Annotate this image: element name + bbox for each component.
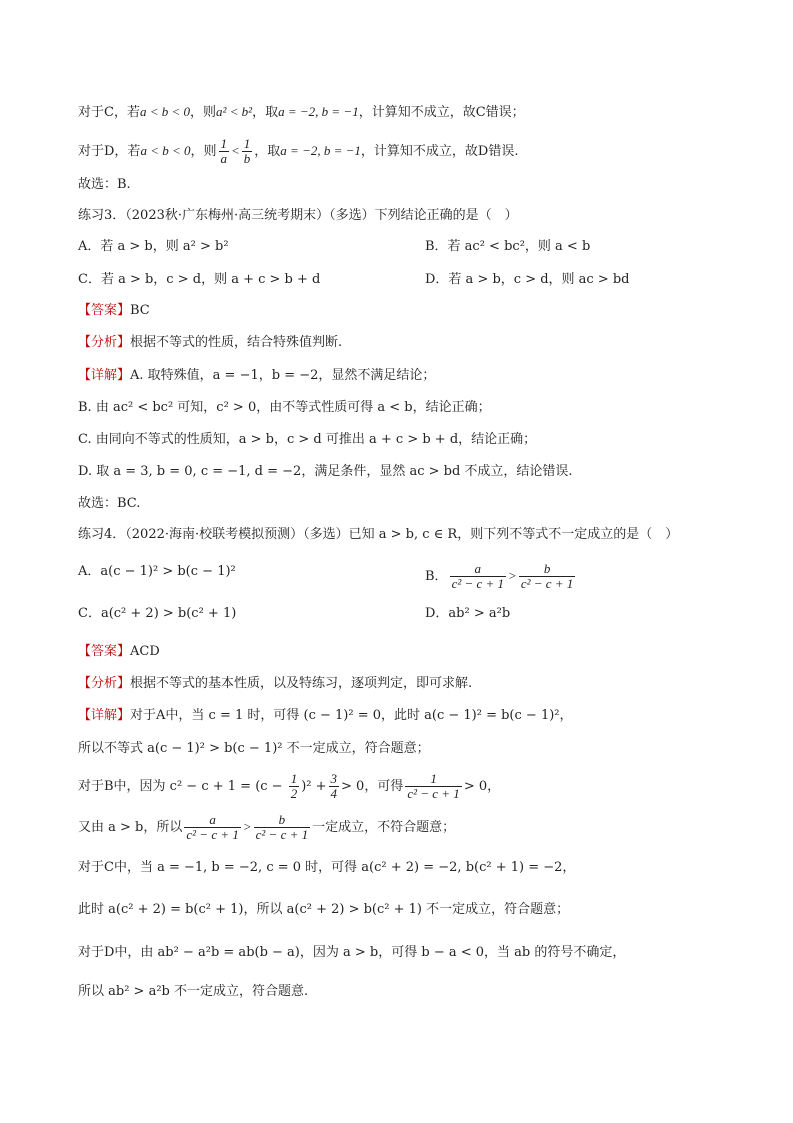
exercise-4-options-ab xyxy=(78,561,733,591)
option-c: C．若 a > b，c > d，则 a + c > b + d xyxy=(78,272,321,287)
detail-d: D. 取 a = 3, b = 0, c = −1, d = −2，满足条件，显然 ac > bd 不成立，结论错误. xyxy=(78,464,573,479)
detail-c: C. 由同向不等式的性质知，a > b，c > d 可推出 a + c > b + d，结论正确； xyxy=(78,432,537,447)
detail-c-line2: 此时 a(c² + 2) = b(c² + 1)，所以 a(c² + 2) > b(c² + 1) 不一定成立，符合题意； xyxy=(78,902,570,917)
math: a = −2, b = −1 xyxy=(278,104,359,119)
answer-text: BC xyxy=(130,303,150,318)
math: a² < b² xyxy=(216,104,253,119)
exercise-4-options-cd xyxy=(78,604,733,624)
option-a: A．若 a > b，则 a² > b² xyxy=(78,239,229,254)
fraction xyxy=(405,772,461,801)
fraction xyxy=(242,137,253,166)
detail-text: A. 取特殊值，a = −1，b = −2，显然不满足结论； xyxy=(130,368,436,383)
option-label: B． xyxy=(425,569,448,584)
fraction xyxy=(450,562,506,591)
analysis-tag: 【分析】 xyxy=(78,335,131,350)
text: 又由 a > b，所以 xyxy=(78,820,183,835)
option-b: B．若 ac² < bc²，则 a < b xyxy=(425,239,591,254)
text: 对于D，若 xyxy=(78,144,141,159)
exercise-3-title: 练习3．（2023秋·广东梅州·高三统考期末）（多选）下列结论正确的是（ ） xyxy=(78,208,518,223)
math: a < b < 0 xyxy=(140,143,191,158)
math: a < b < 0 xyxy=(139,104,190,119)
math: > xyxy=(242,819,252,834)
numerator: 1 xyxy=(290,771,298,786)
fraction xyxy=(184,813,240,842)
fraction xyxy=(219,137,230,166)
numerator: b xyxy=(254,813,310,828)
denominator: c² − c + 1 xyxy=(520,576,574,591)
text: ，则 xyxy=(190,105,217,120)
detail-b-line1 xyxy=(78,772,733,801)
text: > 0，可得 xyxy=(341,779,404,794)
numerator: 3 xyxy=(330,771,338,786)
fraction xyxy=(289,772,300,801)
math: > xyxy=(508,568,517,583)
math: a = −2, b = −1 xyxy=(280,143,361,158)
exercise-3-options-cd xyxy=(78,270,733,290)
analysis-text: 根据不等式的基本性质，以及特练习，逐项判定，即可求解. xyxy=(130,676,473,691)
denominator: c² − c + 1 xyxy=(407,786,460,801)
denominator: c² − c + 1 xyxy=(255,827,309,842)
numerator: 1 xyxy=(220,136,227,151)
detail-b-line2 xyxy=(78,813,733,842)
answer-tag: 【答案】 xyxy=(78,303,131,318)
choice-line: 故选：B. xyxy=(78,177,131,192)
analysis-line xyxy=(78,333,733,353)
option-a: A．a(c − 1)² > b(c − 1)² xyxy=(78,564,236,579)
text: ，计算知不成立，故C错误； xyxy=(358,105,525,120)
option-d: D．若 a > b，c > d，则 ac > bd xyxy=(425,272,630,287)
analysis-tag: 【分析】 xyxy=(78,676,131,691)
detail-b: B. 由 ac² < bc² 可知，c² > 0，由不等式性质可得 a < b，结论正确； xyxy=(78,400,491,415)
numerator: a xyxy=(184,813,240,828)
detail-text: 对于A中，当 c = 1 时，可得 (c − 1)² = 0，此时 a(c − 1)² = b(c − 1)²， xyxy=(130,708,573,723)
denominator: 2 xyxy=(290,786,298,801)
text: ，计算知不成立，故D错误. xyxy=(360,144,519,159)
detail-line xyxy=(78,706,733,726)
denominator: c² − c + 1 xyxy=(451,576,505,591)
fraction xyxy=(329,772,340,801)
detail-a-conclusion: 所以不等式 a(c − 1)² > b(c − 1)² 不一定成立，符合题意； xyxy=(78,741,430,756)
numerator: 1 xyxy=(405,772,461,787)
answer-tag: 【答案】 xyxy=(78,644,131,659)
fraction xyxy=(519,562,575,591)
numerator: b xyxy=(519,562,575,577)
text: > 0， xyxy=(463,779,501,794)
denominator: a xyxy=(220,151,227,166)
exercise-3-options-ab xyxy=(78,237,733,257)
numerator: a xyxy=(450,562,506,577)
math: < xyxy=(231,143,240,158)
detail-tag: 【详解】 xyxy=(78,368,131,383)
analysis-line xyxy=(78,674,733,694)
choice-line: 故选：BC. xyxy=(78,496,141,511)
detail-d-line1: 对于D中，由 ab² − a²b = ab(b − a)，因为 a > b，可得 b − a < 0，当 ab 的符号不确定， xyxy=(78,945,626,960)
detail-d-line2: 所以 ab² > a²b 不一定成立，符合题意. xyxy=(78,984,309,999)
analysis-text: 根据不等式的性质，结合特殊值判断. xyxy=(130,335,343,350)
denominator: 4 xyxy=(330,786,338,801)
answer-text: ACD xyxy=(130,644,160,659)
text: 一定成立，不符合题意； xyxy=(312,820,456,835)
denominator: c² − c + 1 xyxy=(186,827,239,842)
option-c: C．a(c² + 2) > b(c² + 1) xyxy=(78,606,237,621)
answer-line xyxy=(78,301,733,321)
text: )² + xyxy=(301,779,327,794)
option-b xyxy=(425,562,577,591)
text: ，则 xyxy=(190,144,217,159)
text: 对于C，若 xyxy=(78,105,140,120)
detail-c-line1: 对于C中，当 a = −1, b = −2, c = 0 时，可得 a(c² + 2) = −2, b(c² + 1) = −2， xyxy=(78,860,576,875)
answer-line xyxy=(78,642,733,662)
analysis-line-d xyxy=(78,137,733,166)
numerator: 1 xyxy=(243,136,251,151)
fraction xyxy=(254,813,310,842)
text: 对于B中，因为 c² − c + 1 = (c − xyxy=(78,779,287,794)
exercise-4-title: 练习4．（2022·海南·校联考模拟预测）（多选）已知 a > b, c ∈ R，则下列不等式不一定成立的是（ ） xyxy=(78,527,679,542)
analysis-line-c xyxy=(78,102,733,123)
option-d: D．ab² > a²b xyxy=(425,606,511,621)
text: ，取 xyxy=(254,144,281,159)
denominator: b xyxy=(243,151,251,166)
detail-line xyxy=(78,366,733,386)
text: ，取 xyxy=(252,105,279,120)
detail-tag: 【详解】 xyxy=(78,708,131,723)
